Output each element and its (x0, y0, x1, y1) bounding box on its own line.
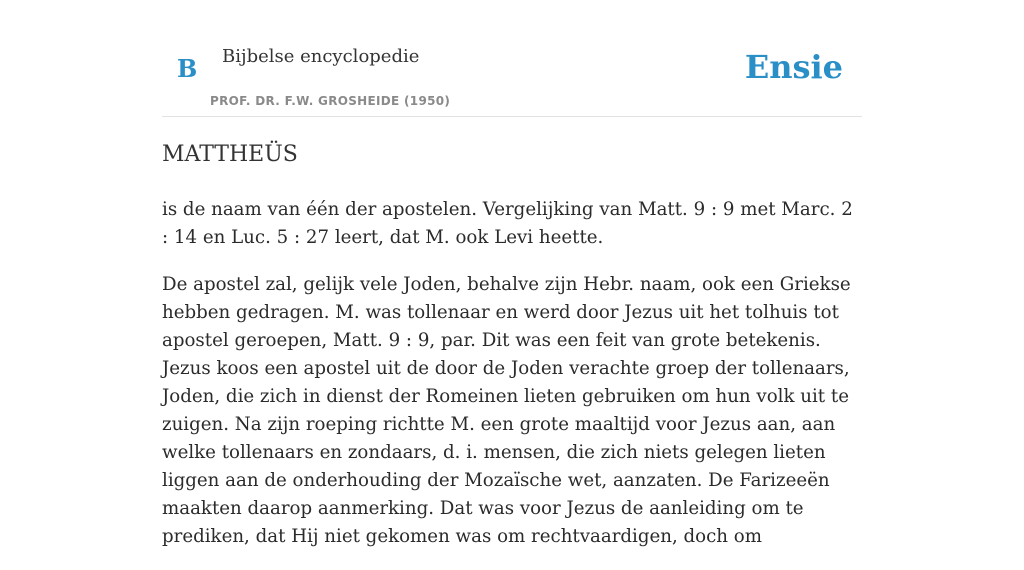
article-paragraph: is de naam van één der apostelen. Vergelijking van Matt. 9 : 9 met Marc. 2 : 14 en Luc. 5 : 27 leert, dat M. ook Levi heette. (162, 199, 853, 248)
header (162, 0, 862, 117)
author-line: PROF. DR. F.W. GROSHEIDE (1950) (210, 94, 451, 108)
article (162, 138, 862, 570)
entry-title: MATTHEÜS (162, 142, 298, 167)
brand-logo[interactable]: Ensie (744, 48, 843, 86)
book-logo-icon[interactable]: B (177, 54, 198, 83)
book-title-link[interactable]: Bijbelse encyclopedie (222, 46, 420, 67)
article-paragraph: De apostel zal, gelijk vele Joden, behalve zijn Hebr. naam, ook een Griekse hebben gedragen. M. was tollenaar en werd door Jezus uit het tolhuis tot apostel geroepen, Matt. 9 : 9, par. Dit was een feit van grote betekenis. Jezus koos een apostel uit de door de Joden verachte groep der tollenaars, Joden, die zich in dienst der Romeinen lieten gebruiken om hun volk uit te zuigen. Na zijn roeping richtte M. een grote maaltijd voor Jezus aan, aan welke tollenaars en zondaars, d. i. mensen, die zich niets gelegen lieten liggen aan de onderhouding der Mozaïsche wet, aanzaten. De Farizeeën maakten daarop aanmerking. Dat was voor Jezus de aanleiding om te prediken, dat Hij niet gekomen was om rechtvaardigen, doch om (162, 274, 851, 547)
